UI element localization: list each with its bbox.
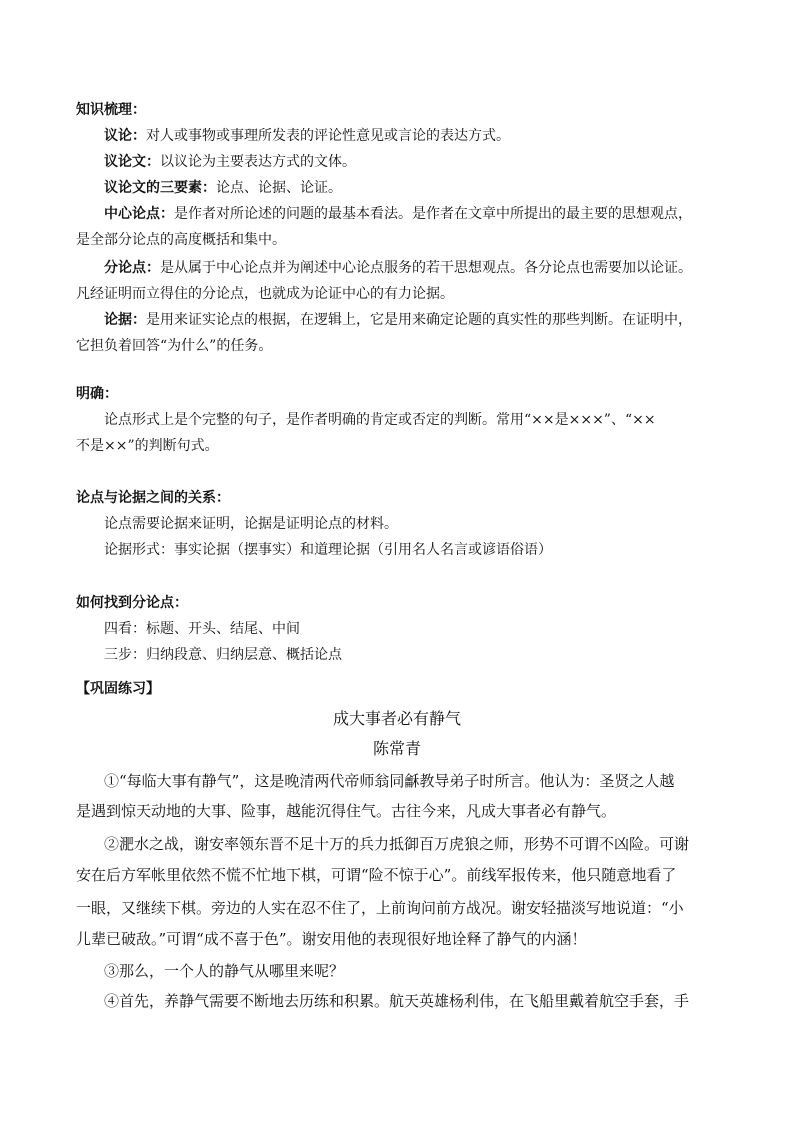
definition-sub-thesis bbox=[104, 258, 692, 278]
essay-paragraph-1-line-2: 是遇到惊天动地的大事、险事，越能沉得住气。古往今来，凡成大事者必有静气。 bbox=[76, 802, 617, 820]
term-label: 分论点： bbox=[104, 260, 160, 276]
term-definition: 是从属于中心论点并为阐述中心论点服务的若干思想观点。各分论点也需要加以论证。 bbox=[160, 260, 692, 276]
clarity-line-1: 论点形式上是个完整的句子，是作者明确的肯定或否定的判断。常用“××是×××”、“×× bbox=[104, 412, 656, 428]
definition-yilun bbox=[104, 126, 510, 146]
findsub-line-1: 四看：标题、开头、结尾、中间 bbox=[104, 621, 300, 637]
section-heading-relation: 论点与论据之间的关系： bbox=[76, 490, 230, 506]
essay-paragraph-2-line-3: 一眼，又继续下棋。旁边的人实在忍不住了，上前询问前方战况。谢安轻描淡写地说道：“小 bbox=[76, 899, 684, 917]
term-definition: 是作者对所论述的问题的最基本看法。是作者在文章中所提出的最主要的思想观点， bbox=[174, 206, 692, 222]
clarity-line-2: 不是××”的判断句式。 bbox=[76, 438, 219, 454]
term-label: 中心论点： bbox=[104, 206, 174, 222]
term-label: 议论： bbox=[104, 128, 146, 144]
essay-paragraph-1-line-1: ①“每临大事有静气”，这是晚清两代帝师翁同龢教导弟子时所言。他认为：圣贤之人越 bbox=[104, 772, 675, 790]
definition-sub-thesis-cont: 凡经证明而立得住的分论点，也就成为论证中心的有力论据。 bbox=[76, 286, 454, 302]
relation-line-1: 论点需要论据来证明，论据是证明论点的材料。 bbox=[104, 516, 398, 532]
essay-title: 成大事者必有静气 bbox=[332, 709, 461, 728]
section-heading-practice: 【巩固练习】 bbox=[76, 681, 160, 697]
term-definition: 是用来证实论点的根据，在逻辑上，它是用来确定论题的真实性的那些判断。在证明中， bbox=[146, 312, 692, 328]
essay-paragraph-2-line-2: 安在后方军帐里依然不慌不忙地下棋，可谓“险不惊于心”。前线军报传来，他只随意地看了 bbox=[76, 866, 677, 884]
section-heading-clarity: 明确： bbox=[76, 386, 118, 402]
section-heading-find-subthesis: 如何找到分论点： bbox=[76, 595, 188, 611]
definition-yilunwen bbox=[104, 152, 356, 172]
definition-central-thesis bbox=[104, 204, 692, 224]
essay-author: 陈常青 bbox=[372, 739, 421, 758]
definition-three-elements bbox=[104, 178, 342, 198]
term-label: 议论文的三要素： bbox=[104, 180, 216, 196]
definition-evidence-cont: 它担负着回答“为什么”的任务。 bbox=[76, 338, 273, 354]
essay-paragraph-2-line-4: 儿辈已破敌。”可谓“成不喜于色”。谢安用他的表现很好地诠释了静气的内涵！ bbox=[76, 930, 587, 948]
definition-central-thesis-cont: 是全部分论点的高度概括和集中。 bbox=[76, 232, 286, 248]
term-definition: 对人或事物或事理所发表的评论性意见或言论的表达方式。 bbox=[146, 128, 510, 144]
essay-paragraph-4-line-1: ④首先，养静气需要不断地去历练和积累。航天英雄杨利伟，在飞船里戴着航空手套，手 bbox=[104, 992, 690, 1010]
term-definition: 以议论为主要表达方式的文体。 bbox=[160, 154, 356, 170]
relation-line-2: 论据形式：事实论据（摆事实）和道理论据（引用名人名言或谚语俗语） bbox=[104, 542, 552, 558]
findsub-line-2: 三步：归纳段意、归纳层意、概括论点 bbox=[104, 647, 342, 663]
section-heading-knowledge: 知识梳理： bbox=[76, 102, 146, 118]
essay-paragraph-2-line-1: ②淝水之战，谢安率领东晋不足十万的兵力抵御百万虎狼之师，形势不可谓不凶险。可谢 bbox=[104, 835, 690, 853]
essay-paragraph-3-line-1: ③那么，一个人的静气从哪里来呢？ bbox=[104, 962, 345, 980]
term-label: 论据： bbox=[104, 312, 146, 328]
term-label: 议论文： bbox=[104, 154, 160, 170]
term-definition: 论点、论据、论证。 bbox=[216, 180, 342, 196]
definition-evidence bbox=[104, 310, 692, 330]
